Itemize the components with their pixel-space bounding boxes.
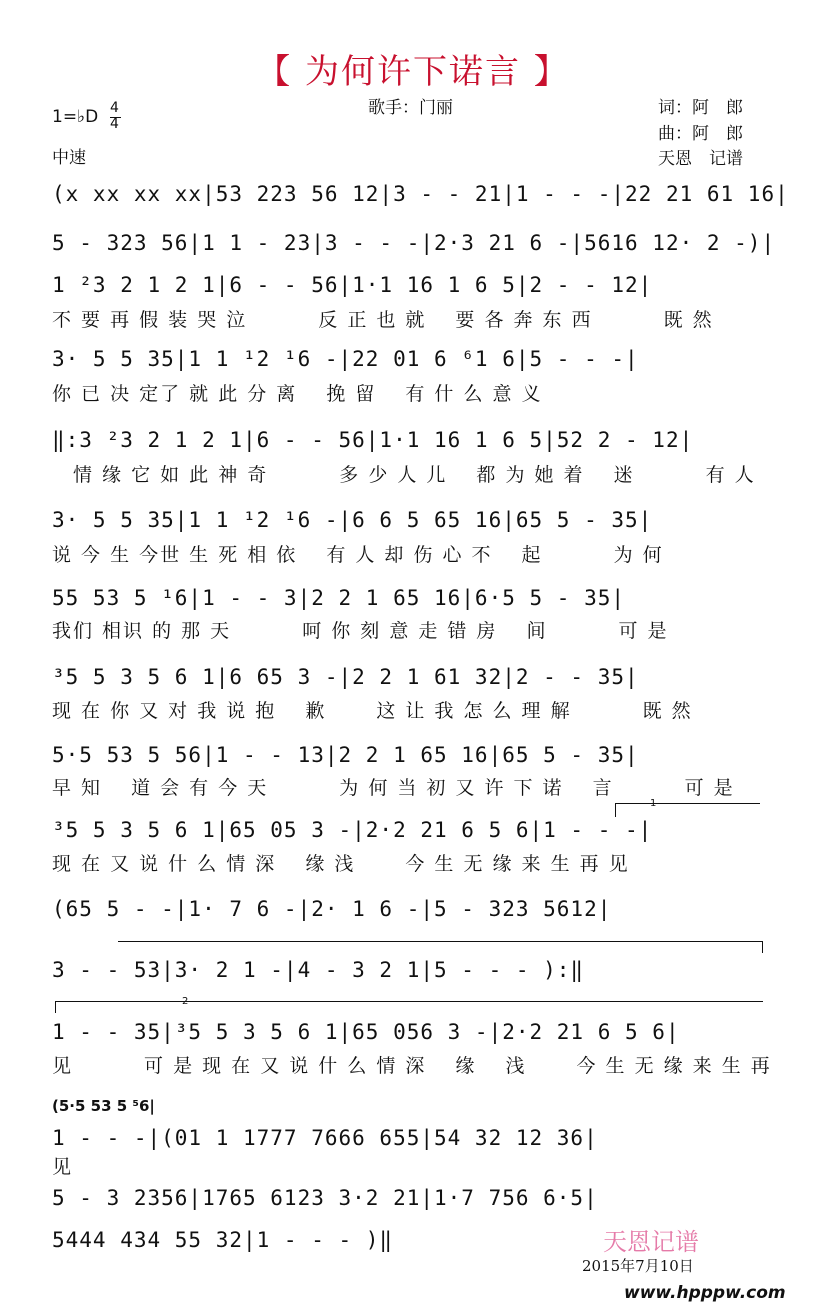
- lyric-line-7: 我们 相识 的 那 天 呵 你 刻 意 走 错 房 间 可 是: [52, 620, 669, 642]
- volta-1-label: 1: [650, 798, 657, 809]
- singer-credit: 歌手：门丽: [368, 98, 453, 118]
- lyric-line-5: 情 缘 它 如 此 神 奇 多 少 人 儿 都 为 她 着 迷 有 人: [52, 464, 756, 486]
- score-line-2: 5 - 323 56|1 1 - 23|3 - - -|2·3 21 6 -|5616 12· 2 -)|: [52, 231, 776, 255]
- composer-credit: 曲：阿 郎: [658, 124, 743, 144]
- score-line-3: 1 ²3 2 1 2 1|6 - - 56|1·1 16 1 6 5|2 - - 12|: [52, 273, 653, 297]
- score-line-5: ‖:3 ²3 2 1 2 1|6 - - 56|1·1 16 1 6 5|52 2 - 12|: [52, 428, 694, 452]
- website-watermark: www.hpppw.com: [624, 1283, 786, 1303]
- transcriber-credit: 天恩 记谱: [658, 149, 743, 169]
- score-line-9: 5·5 53 5 56|1 - - 13|2 2 1 65 16|65 5 - 35|: [52, 743, 639, 767]
- score-line-4: 3· 5 5 35|1 1 ¹2 ¹6 -|22 01 6 ⁶1 6|5 - - -|: [52, 347, 639, 371]
- volta-2-label: 2: [182, 996, 189, 1007]
- score-line-11: (65 5 - -|1· 7 6 -|2· 1 6 -|5 - 323 5612|: [52, 897, 612, 921]
- lyric-line-6: 说 今 生 今世 生 死 相 依 有 人 却 伤 心 不 起 为 何: [52, 544, 664, 566]
- time-signature-top: 4: [110, 100, 119, 116]
- transcription-date: 2015年7月10日: [582, 1257, 694, 1275]
- score-line-12: 3 - - 53|3· 2 1 -|4 - 3 2 1|5 - - - ):‖: [52, 958, 585, 982]
- score-line-1: (x xx xx xx|53 223 56 12|3 - - 21|1 - - -|22 21 61 16|: [52, 182, 789, 206]
- score-line-17: 5444 434 55 32|1 - - - )‖: [52, 1228, 394, 1252]
- lyric-line-15: 见: [52, 1156, 74, 1178]
- lyric-line-10: 现 在 又 说 什 么 情 深 缘 浅 今 生 无 缘 来 生 再 见: [52, 853, 630, 875]
- lyric-line-3: 不 要 再 假 装 哭 泣 反 正 也 就 要 各 奔 东 西 既 然: [52, 309, 714, 331]
- key-signature: 1=♭D: [52, 107, 99, 127]
- score-line-8: ³5 5 3 5 6 1|6 65 3 -|2 2 1 61 32|2 - - 35|: [52, 665, 639, 689]
- song-title: 【 为何许下诺言 】: [256, 52, 570, 92]
- score-line-10: ³5 5 3 5 6 1|65 05 3 -|2·2 21 6 5 6|1 - - -|: [52, 818, 653, 842]
- lyric-line-4: 你 已 决 定了 就 此 分 离 挽 留 有 什 么 意 义: [52, 383, 543, 405]
- score-line-15: 1 - - -|(01 1 1777 7666 655|54 32 12 36|: [52, 1126, 598, 1150]
- score-line-14: (5·5 53 5 ⁵6|: [52, 1097, 155, 1115]
- tempo-marking: 中速: [52, 148, 86, 168]
- score-line-13: 1 - - 35|³5 5 3 5 6 1|65 056 3 -|2·2 21 6 5 6|: [52, 1020, 680, 1044]
- lyric-line-9: 早 知 道 会 有 今 天 为 何 当 初 又 许 下 诺 言 可 是: [52, 777, 735, 799]
- time-signature-bottom: 4: [110, 116, 119, 132]
- lyric-line-8: 现 在 你 又 对 我 说 抱 歉 这 让 我 怎 么 理 解 既 然: [52, 700, 693, 722]
- score-line-6: 3· 5 5 35|1 1 ¹2 ¹6 -|6 6 5 65 16|65 5 - 35|: [52, 508, 653, 532]
- score-line-16: 5 - 3 2356|1765 6123 3·2 21|1·7 756 6·5|: [52, 1186, 598, 1210]
- lyric-line-13: 见 可 是 现 在 又 说 什 么 情 深 缘 浅 今 生 无 缘 来 生 再: [52, 1055, 772, 1077]
- transcriber-stamp: 天恩记谱: [603, 1228, 699, 1256]
- score-line-7: 55 53 5 ¹6|1 - - 3|2 2 1 65 16|6·5 5 - 35|: [52, 586, 626, 610]
- lyricist-credit: 词：阿 郎: [658, 98, 743, 118]
